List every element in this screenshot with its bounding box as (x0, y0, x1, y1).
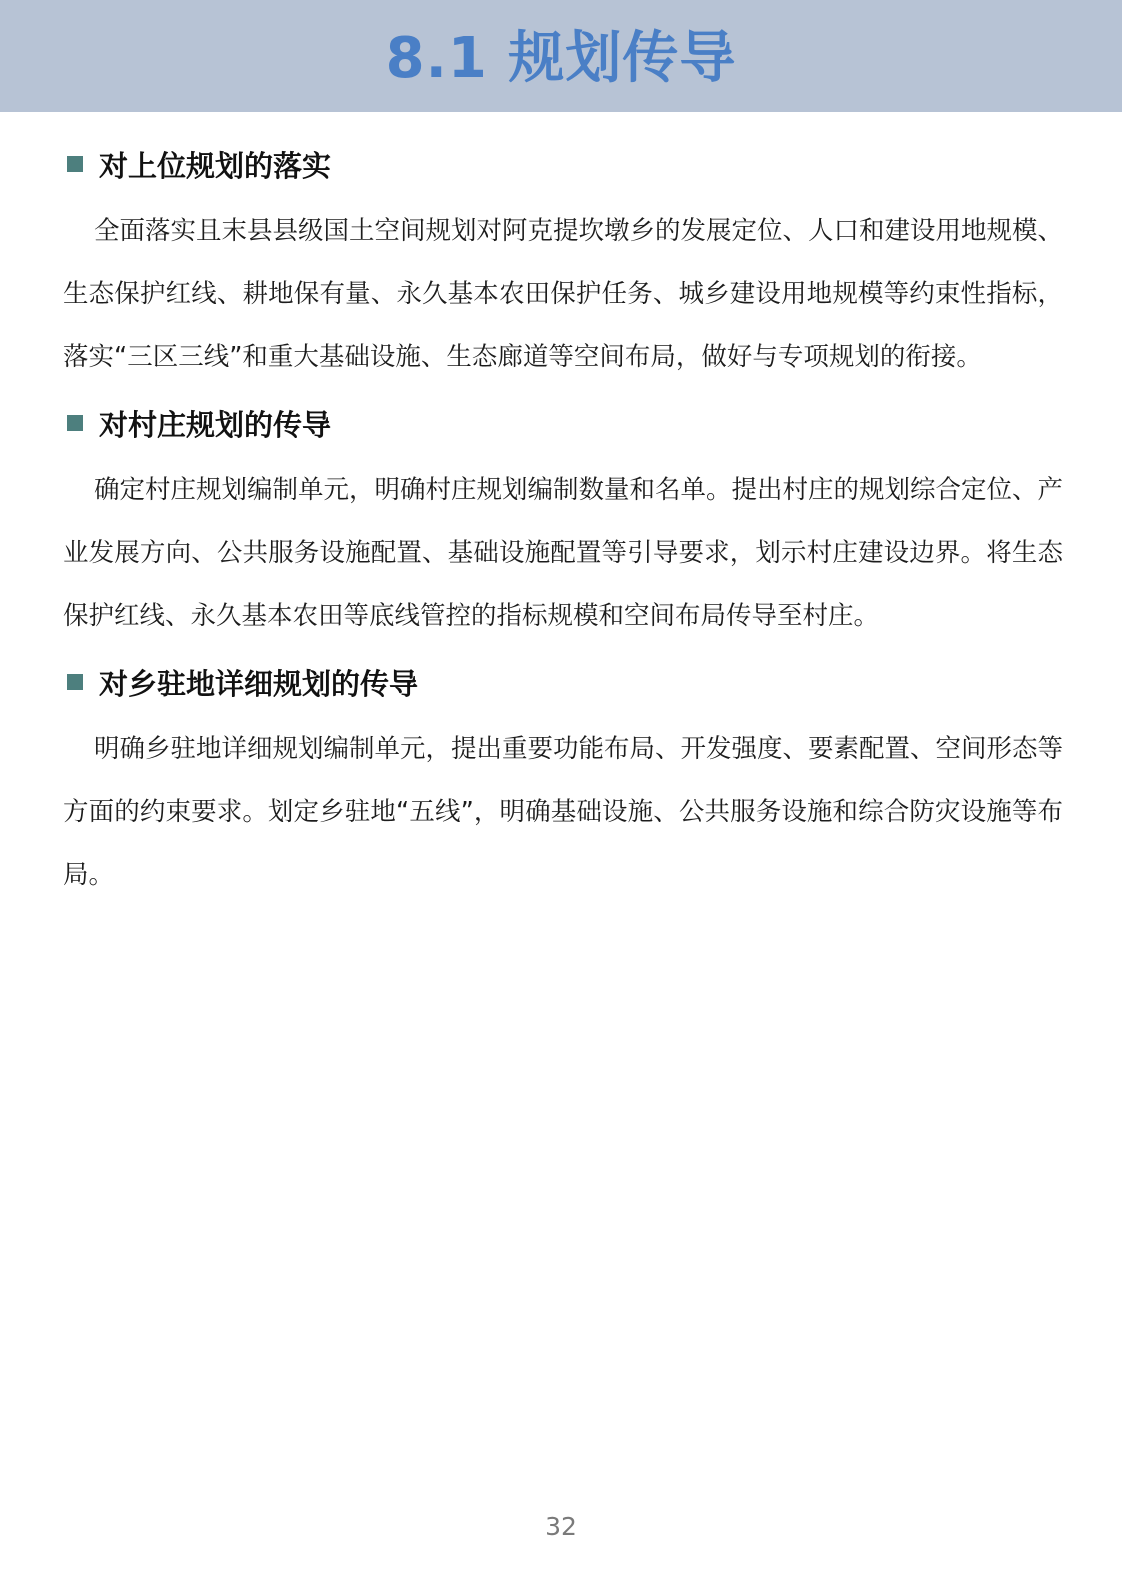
title-bar (0, 0, 1122, 112)
section-paragraph: 明确乡驻地详细规划编制单元，提出重要功能布局、开发强度、要素配置、空间形态等方面的约束要求。划定乡驻地“五线”，明确基础设施、公共服务设施和综合防灾设施等布局。 (63, 734, 1064, 890)
content (63, 132, 1063, 909)
section-heading (63, 391, 1063, 455)
section-superior-plan (63, 132, 1063, 389)
square-bullet-icon (67, 415, 83, 431)
section-heading (63, 132, 1063, 196)
square-bullet-icon (67, 674, 83, 690)
section-township-detail-plan (63, 650, 1063, 907)
page-number: 32 (545, 1512, 577, 1541)
section-paragraph: 确定村庄规划编制单元，明确村庄规划编制数量和名单。提出村庄的规划综合定位、产业发展方向、公共服务设施配置、基础设施配置等引导要求，划示村庄建设边界。将生态保护红线、永久基本农田等底线管控的指标规模和空间布局传导至村庄。 (63, 475, 1064, 631)
square-bullet-icon (67, 156, 83, 172)
section-heading-text: 对上位规划的落实 (99, 148, 332, 183)
section-heading-text: 对村庄规划的传导 (99, 407, 332, 442)
section-paragraph: 全面落实且末县县级国土空间规划对阿克提坎墩乡的发展定位、人口和建设用地规模、生态保护红线、耕地保有量、永久基本农田保护任务、城乡建设用地规模等约束性指标，落实“三区三线”和重大基础设施、生态廊道等空间布局，做好与专项规划的衔接。 (63, 216, 1064, 372)
page-title: 8.1 规划传导 (385, 26, 737, 91)
section-village-plan (63, 391, 1063, 648)
section-heading (63, 650, 1063, 714)
section-heading-text: 对乡驻地详细规划的传导 (99, 666, 419, 701)
